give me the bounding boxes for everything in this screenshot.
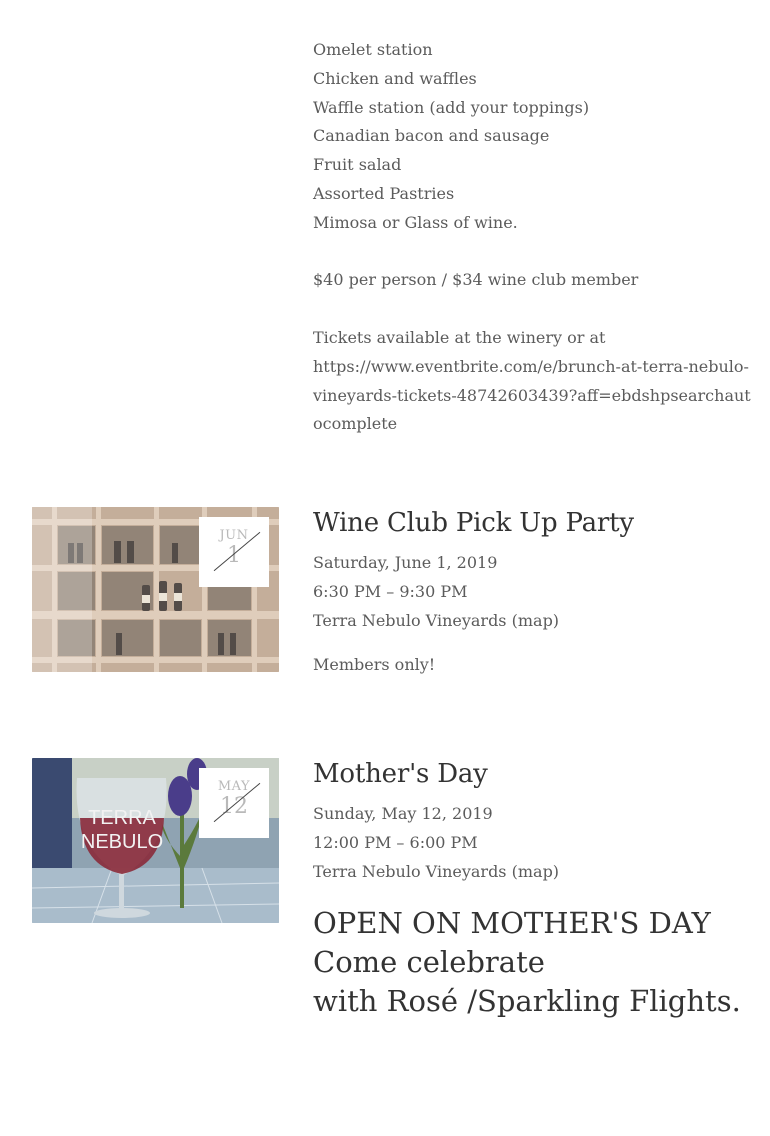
event-day: 12 [220,794,248,819]
event-time: 12:00 PM – 6:00 PM [313,832,478,852]
event-excerpt: Members only! [313,655,436,675]
menu-item: Fruit salad [313,155,402,175]
event-title[interactable]: Wine Club Pick Up Party [313,508,634,538]
tickets-url: https://www.eventbrite.com/e/brunch-at-terra-nebulo-vineyards-tickets-48742603439?aff=ebdshpsearchautocomplete [313,356,751,434]
glass-text-line-2: NEBULO [80,831,164,853]
event-meta [313,800,753,886]
event-meta [313,549,753,635]
menu-item: Omelet station [313,40,433,59]
event-thumbnail-wine-glass[interactable] [32,758,279,923]
tickets-text: Tickets available at the winery or at [313,327,606,347]
event-body [313,758,753,1021]
price-text: $40 per person / $34 wine club member [313,270,639,290]
glass-text-line-1: TERRA [88,807,156,829]
menu-item: Chicken and waffles [313,68,477,88]
menu-item: Assorted Pastries [313,183,455,203]
previous-event-description [313,36,753,439]
event-date-badge [199,517,269,587]
event-location [313,607,753,636]
event-date: Sunday, May 12, 2019 [313,804,493,823]
event-day: 1 [227,543,241,568]
event-location-name: Terra Nebulo Vineyards [313,861,507,881]
excerpt-line: with Rosé /Sparkling Flights. [313,984,741,1019]
menu-item: Canadian bacon and sausage [313,126,550,146]
excerpt-line: OPEN ON MOTHER'S DAY [313,906,711,941]
event-month: JUN [219,528,249,543]
event-thumbnail-wine-shelves[interactable] [32,507,279,672]
event-date: Saturday, June 1, 2019 [313,553,498,572]
excerpt-line: Come celebrate [313,945,545,980]
event-body [313,507,753,679]
map-link[interactable]: (map) [511,610,560,630]
event-location [313,858,753,887]
event-location-name: Terra Nebulo Vineyards [313,610,507,630]
menu-item: Waffle station (add your toppings) [313,97,590,117]
event-month: MAY [217,779,251,794]
event-title[interactable]: Mother's Day [313,759,488,789]
map-link[interactable]: (map) [511,861,560,881]
event-excerpt [313,904,753,1021]
event-time: 6:30 PM – 9:30 PM [313,581,468,601]
event-date-badge [199,768,269,838]
menu-item: Mimosa or Glass of wine. [313,212,518,232]
